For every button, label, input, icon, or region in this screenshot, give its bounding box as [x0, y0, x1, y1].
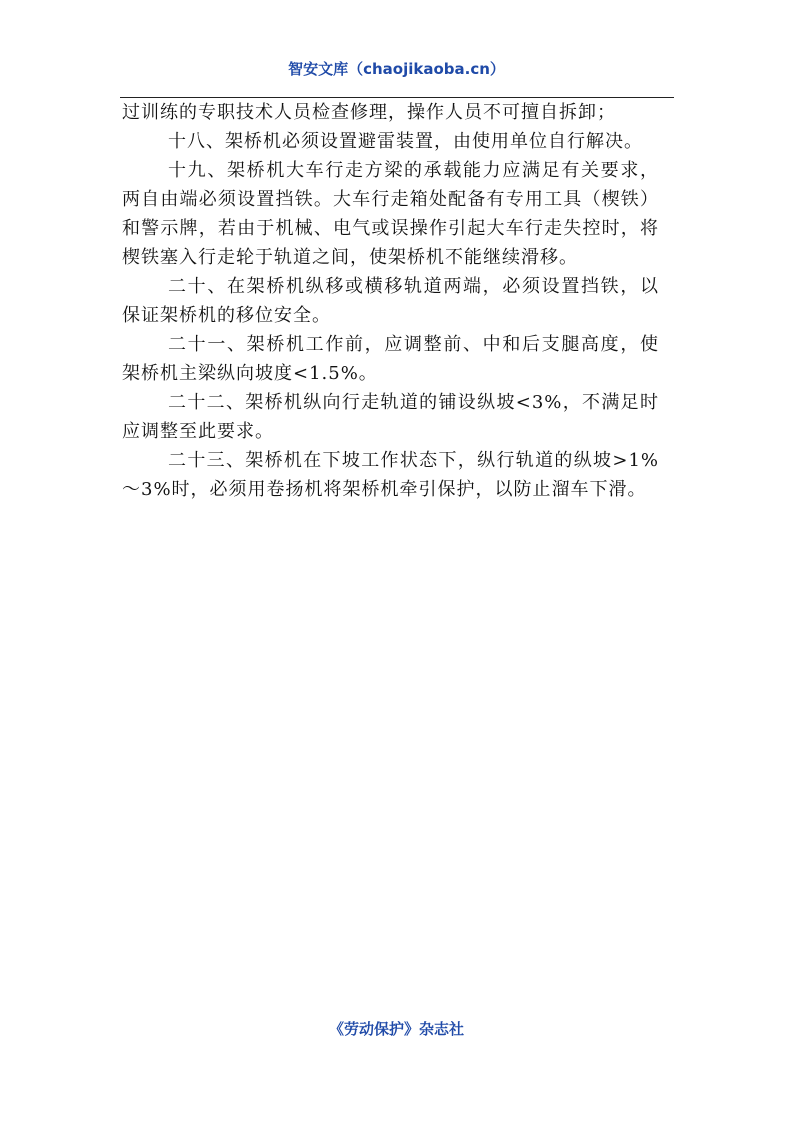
document-body	[122, 98, 659, 504]
paragraph-item-19: 十九、架桥机大车行走方梁的承载能力应满足有关要求，两自由端必须设置挡铁。大车行走箱处配备有专用工具（楔铁）和警示牌，若由于机械、电气或误操作引起大车行走失控时，将楔铁塞入行走轮于轨道之间，使架桥机不能继续滑移。	[122, 160, 659, 268]
page-header: 智安文库（chaojikaoba.cn）	[288, 60, 505, 78]
paragraph-item-22: 二十二、架桥机纵向行走轨道的铺设纵坡<3%，不满足时应调整至此要求。	[122, 392, 659, 442]
page-footer: 《劳动保护》杂志社	[328, 1020, 464, 1038]
paragraph-continuation: 过训练的专职技术人员检查修理，操作人员不可擅自拆卸；	[122, 102, 616, 123]
paragraph-item-18: 十八、架桥机必须设置避雷装置，由使用单位自行解决。	[168, 131, 643, 152]
paragraph-item-21: 二十一、架桥机工作前，应调整前、中和后支腿高度，使架桥机主梁纵向坡度<1.5%。	[122, 334, 659, 384]
paragraph-item-20: 二十、在架桥机纵移或横移轨道两端，必须设置挡铁，以保证架桥机的移位安全。	[122, 276, 659, 326]
paragraph-item-23: 二十三、架桥机在下坡工作状态下，纵行轨道的纵坡>1%～3%时，必须用卷扬机将架桥机牵引保护，以防止溜车下滑。	[122, 450, 659, 500]
